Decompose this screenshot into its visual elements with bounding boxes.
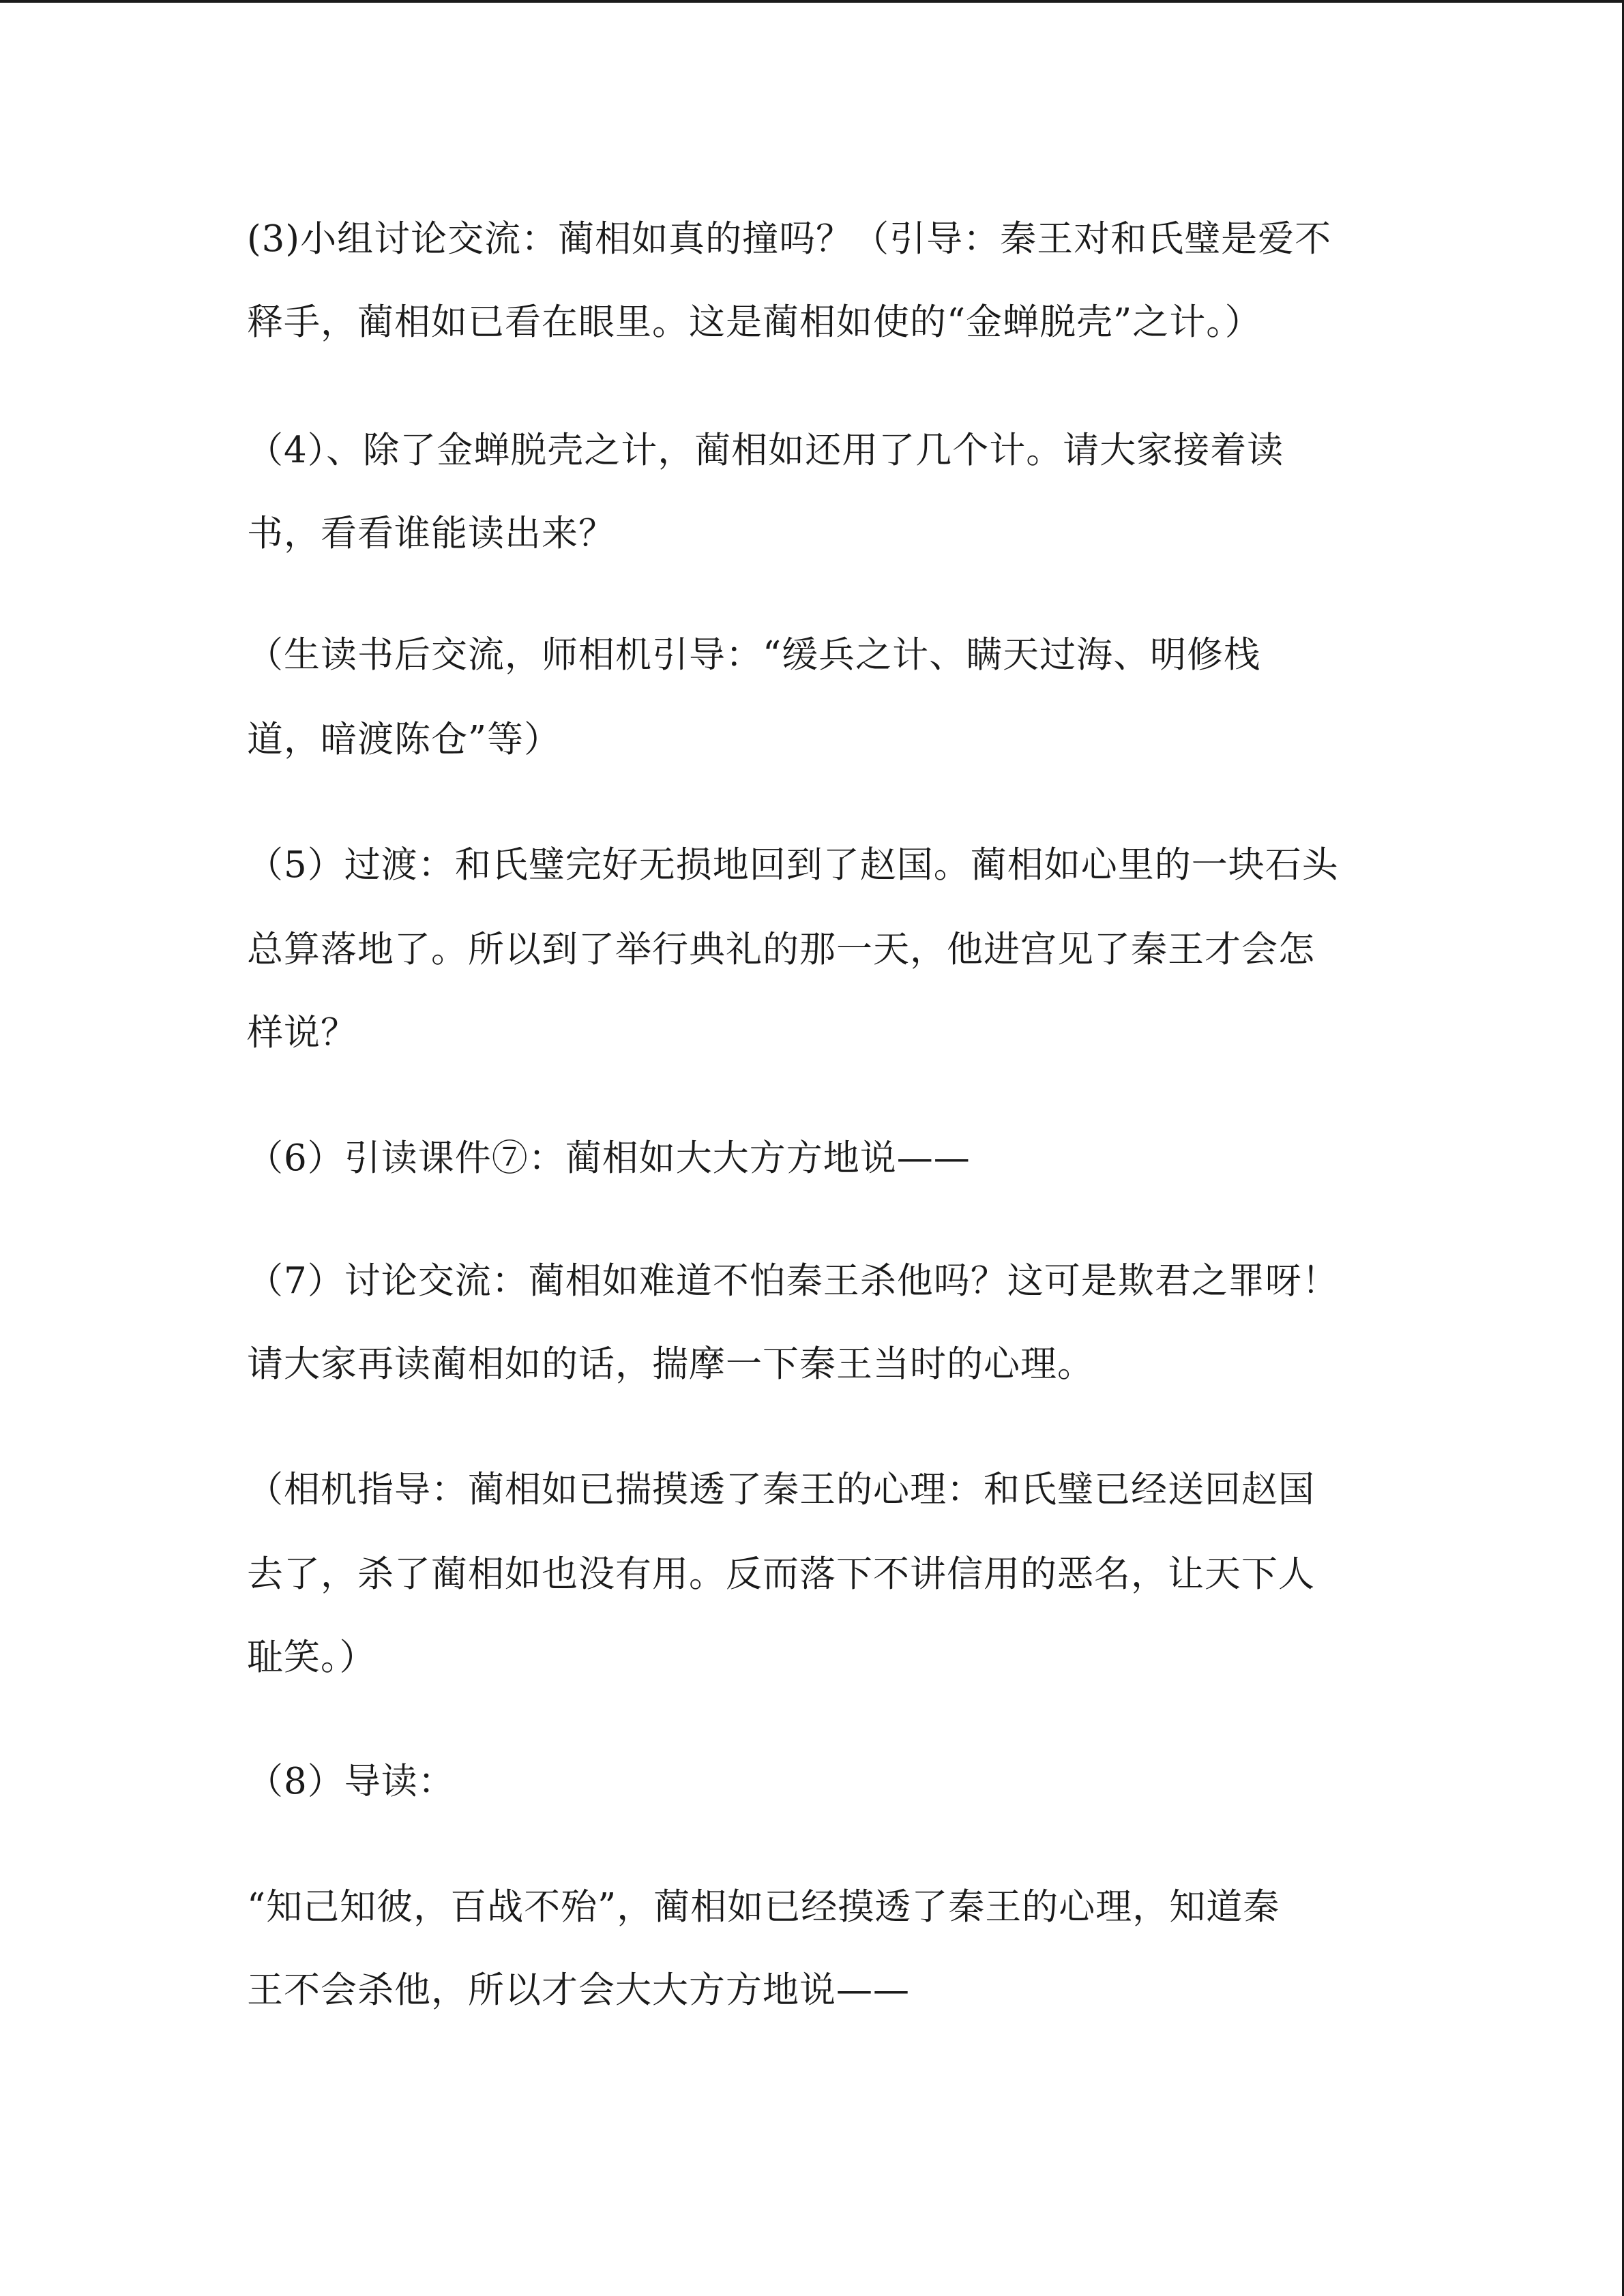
- text-line: 总算落地了。所以到了举行典礼的那一天，他进宫见了秦王才会怎: [247, 929, 1315, 970]
- text-line: 去了，杀了蔺相如也没有用。反而落下不讲信用的恶名，让天下人: [247, 1553, 1315, 1595]
- text-line: 道，暗渡陈仓”等）: [247, 719, 561, 760]
- text-line: （生读书后交流，师相机引导：“缓兵之计、瞒天过海、明修栈: [247, 634, 1261, 676]
- text-line: 释手，蔺相如已看在眼里。这是蔺相如使的“金蝉脱壳”之计。）: [247, 301, 1262, 343]
- text-line: （7）讨论交流：蔺相如难道不怕秦王杀他吗？这可是欺君之罪呀！: [247, 1260, 1339, 1302]
- text-line: 样说？: [247, 1012, 357, 1054]
- text-line: “知己知彼，百战不殆”，蔺相如已经摸透了秦王的心理，知道秦: [247, 1886, 1280, 1928]
- text-line: （5）过渡：和氏璧完好无损地回到了赵国。蔺相如心里的一块石头: [247, 844, 1339, 886]
- text-line: (3)小组讨论交流：蔺相如真的撞吗？（引导：秦王对和氏璧是爱不: [247, 218, 1332, 260]
- text-line: （4）、除了金蝉脱壳之计，蔺相如还用了几个计。请大家接着读: [247, 430, 1284, 471]
- text-line: 耻笑。）: [247, 1637, 377, 1678]
- text-line: （8）导读：: [247, 1761, 455, 1802]
- text-line: 书，看看谁能读出来？: [247, 513, 615, 554]
- text-line: 王不会杀他，所以才会大大方方地说——: [247, 1969, 910, 2011]
- text-line: 请大家再读蔺相如的话，揣摩一下秦王当时的心理。: [247, 1343, 1094, 1385]
- text-line: （相机指导：蔺相如已揣摸透了秦王的心理：和氏璧已经送回赵国: [247, 1469, 1315, 1510]
- page-top-border: [0, 0, 1624, 3]
- text-line: （6）引读课件⑦：蔺相如大大方方地说——: [247, 1137, 971, 1179]
